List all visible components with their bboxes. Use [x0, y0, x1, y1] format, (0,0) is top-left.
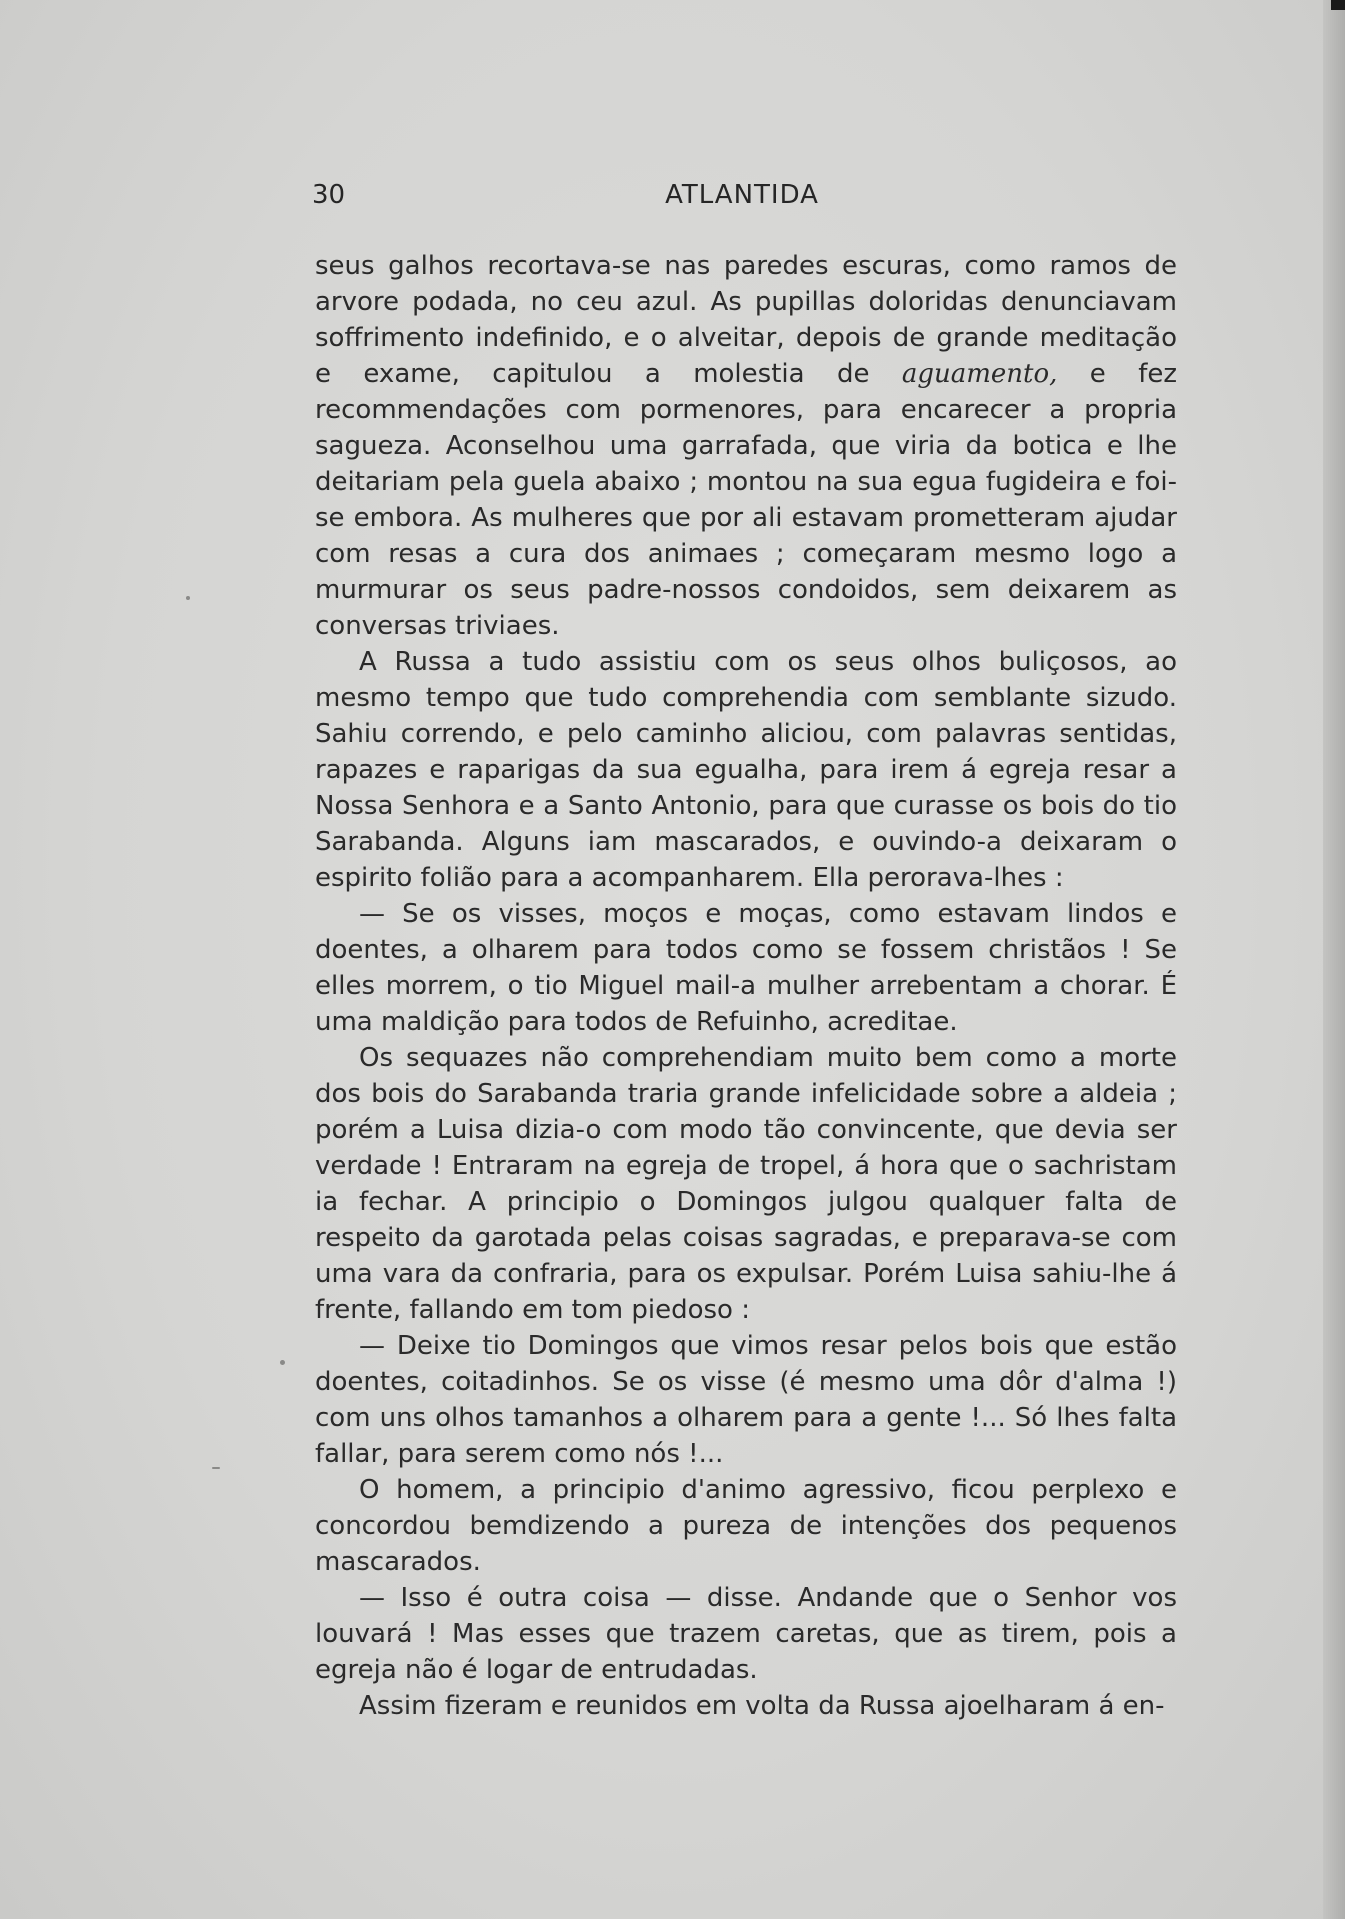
- paper-speck: [186, 596, 190, 600]
- paragraph-5-dialogue: — Deixe tio Domingos que vimos resar pelos bois que estão doentes, coitadinhos. Se os visse (é mesmo uma dôr d'alma !) com uns olhos tamanhos a olharem para a gente !... Só lhes falta fallar, para serem como nós !...: [315, 1331, 1177, 1469]
- paragraph-1-text-a: seus galhos recortava-se nas paredes escuras, como ramos de arvore podada, no ceu azul. As pupillas doloridas denunciavam soffrimento indefinido, e o alveitar, depois de grande meditação e exame, capitulou a molestia de: [315, 251, 1177, 389]
- page-header: [312, 180, 1172, 220]
- paragraph-8: Assim fizeram e reunidos em volta da Russa ajoelharam á en-: [359, 1691, 1165, 1721]
- body-text: [315, 248, 1177, 1724]
- paragraph-7-dialogue: — Isso é outra coisa — disse. Andande que o Senhor vos louvará ! Mas esses que trazem caretas, que as tirem, pois a egreja não é logar de entrudadas.: [315, 1583, 1177, 1685]
- paper-speck: [280, 1360, 285, 1365]
- paragraph-2: A Russa a tudo assistiu com os seus olhos buliçosos, ao mesmo tempo que tudo comprehendia com semblante sizudo. Sahiu correndo, e pelo caminho aliciou, com palavras sentidas, rapazes e raparigas da sua egualha, para irem á egreja resar a Nossa Senhora e a Santo Antonio, para que curasse os bois do tio Sarabanda. Alguns iam mascarados, e ouvindo-a deixaram o espirito folião para a acompanharem. Ella perorava-lhes :: [315, 647, 1177, 893]
- paragraph-6: O homem, a principio d'animo agressivo, ficou perplexo e concordou bemdizendo a pureza de intenções dos pequenos mascarados.: [315, 1475, 1177, 1577]
- paragraph-1: [315, 248, 1177, 644]
- paragraph-1-text-b: e fez recommendações com pormenores, para encarecer a propria sagueza. Aconselhou uma garrafada, que viria da botica e lhe deitariam pela guela abaixo ; montou na sua egua fugideira e foi-se embora. As mulheres que por ali estavam prometteram ajudar com resas a cura dos animaes ; começaram mesmo logo a murmurar os seus padre-nossos condoidos, sem deixarem as conversas triviaes.: [315, 359, 1177, 641]
- running-title: ATLANTIDA: [665, 180, 819, 210]
- italic-term: aguamento,: [901, 359, 1058, 389]
- page-edge-shadow: [1323, 0, 1345, 1919]
- page-corner-mark: [1331, 0, 1345, 10]
- page-number: 30: [312, 180, 346, 210]
- paragraph-4: Os sequazes não comprehendiam muito bem como a morte dos bois do Sarabanda traria grande infelicidade sobre a aldeia ; porém a Luisa dizia-o com modo tão convincente, que devia ser verdade ! Entraram na egreja de tropel, á hora que o sachristam ia fechar. A principio o Domingos julgou qualquer falta de respeito da garotada pelas coisas sagradas, e preparava-se com uma vara da confraria, para os expulsar. Porém Luisa sahiu-lhe á frente, fallando em tom piedoso :: [315, 1043, 1177, 1325]
- paragraph-3-dialogue: — Se os visses, moços e moças, como estavam lindos e doentes, a olharem para todos como se fossem christãos ! Se elles morrem, o tio Miguel mail-a mulher arrebentam a chorar. É uma maldição para todos de Refuinho, acreditae.: [315, 899, 1177, 1037]
- paper-speck: [212, 1467, 220, 1469]
